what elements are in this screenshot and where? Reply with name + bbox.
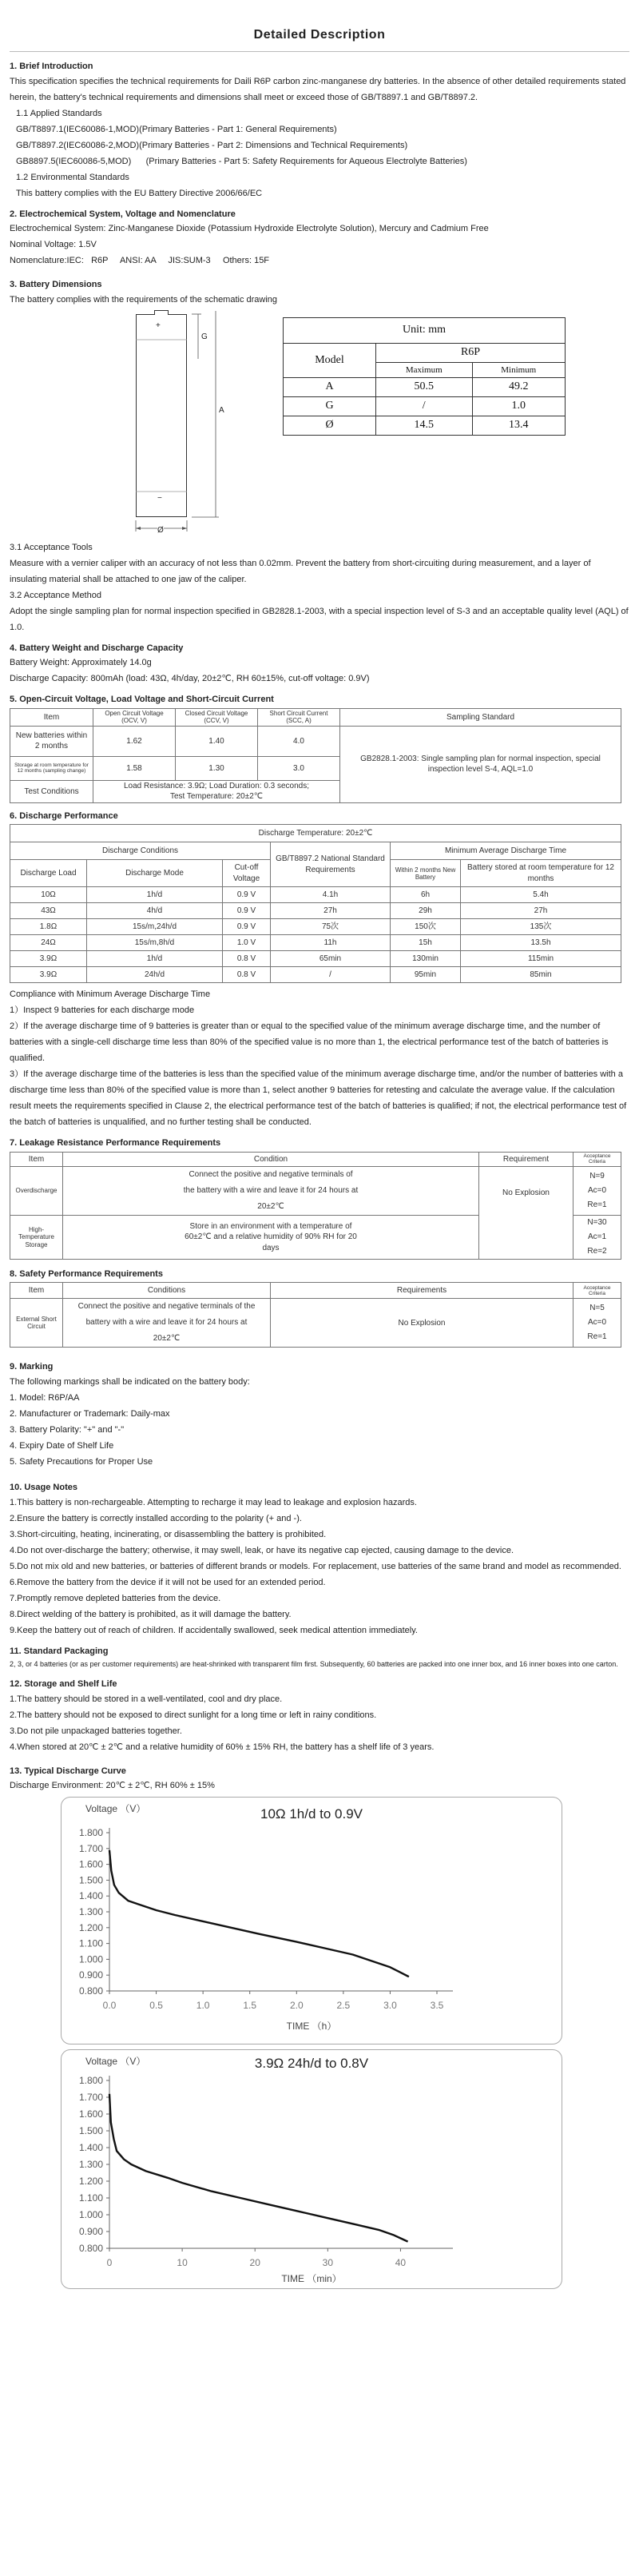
discharge-curve-line (109, 2094, 408, 2242)
section-11-heading: 11. Standard Packaging (10, 1646, 109, 1656)
col-condition: Condition (63, 1152, 479, 1166)
positive-terminal-label: + (156, 321, 161, 330)
acceptance-re: Re=2 (587, 1246, 607, 1256)
row-test-conditions: Test Conditions (10, 780, 93, 802)
model-header: Model (284, 343, 376, 378)
safety-requirement: No Explosion (271, 1299, 574, 1348)
cell: 75次 (271, 919, 391, 935)
cell: 27h (271, 903, 391, 919)
section-7-heading: 7. Leakage Resistance Performance Requirements (10, 1138, 221, 1149)
usage-note: 1.This battery is non-rechargeable. Attempting to recharge it may lead to leakage and explosion hazards. (10, 1497, 417, 1507)
discharge-temperature: Discharge Temperature: 20±2℃ (10, 825, 621, 842)
cell: 15s/m,24h/d (87, 919, 223, 935)
col-sampling: Sampling Standard (340, 708, 621, 726)
cell: 15s/m,8h/d (87, 935, 223, 951)
y-tick-label: 1.500 (78, 1874, 103, 1886)
usage-note: 9.Keep the battery out of reach of children. If accidentally swallowed, seek medical attention immediately. (10, 1625, 418, 1635)
leakage-requirement: No Explosion (479, 1166, 574, 1259)
marking-intro: The following markings shall be indicated on the battery body: (10, 1376, 250, 1387)
col-item: Item (10, 1283, 63, 1299)
section-10-heading: 10. Usage Notes (10, 1483, 77, 1493)
acceptance-ac: Ac=0 (587, 1318, 607, 1328)
section-8-heading: 8. Safety Performance Requirements (10, 1268, 163, 1279)
acceptance-method-text: Adopt the single sampling plan for normal inspection specified in GB2828.1-2003, with a special inspection level of S-3 and an acceptable quality level (AQL) of 1.0. (10, 606, 629, 632)
cell: 85min (461, 967, 621, 983)
cell: 43Ω (10, 903, 87, 919)
acceptance-method-heading: 3.2 Acceptance Method (10, 590, 101, 600)
x-axis-label: TIME （min） (281, 2273, 342, 2285)
col-scc: Short Circuit Current (SCC, A) (258, 708, 340, 726)
y-tick-label: 1.000 (78, 1953, 103, 1965)
cell: / (271, 967, 391, 983)
model-value: R6P (376, 343, 566, 362)
cell: 115min (461, 951, 621, 967)
unit-caption: Unit: mm (284, 317, 566, 343)
chart-svg (62, 1798, 562, 2044)
y-tick-label: 1.500 (78, 2125, 103, 2137)
discharge-performance-table (10, 824, 621, 983)
standard-item: GB/T8897.1(IEC60086-1,MOD)(Primary Batteries - Part 1: General Requirements) (16, 124, 337, 134)
cell: 130min (391, 951, 461, 967)
dimension-a-label: A (219, 405, 224, 415)
y-tick-label: 1.300 (78, 2159, 103, 2171)
col-acceptance: Acceptance Criteria (574, 1283, 621, 1299)
minimum-discharge-time-header: Minimum Average Discharge Time (391, 842, 621, 860)
cell: 65min (271, 951, 391, 967)
dim-min: 49.2 (472, 378, 566, 397)
cell: 0.9 V (223, 887, 271, 903)
x-tick-label: 20 (249, 2257, 260, 2269)
y-tick-label: 1.200 (78, 2176, 103, 2188)
usage-note: 7.Promptly remove depleted batteries from the device. (10, 1593, 221, 1603)
discharge-curve-line (109, 1850, 409, 1977)
dim-max: 50.5 (376, 378, 473, 397)
cell: 0.8 V (223, 967, 271, 983)
x-tick-label: 40 (395, 2257, 407, 2269)
y-tick-label: 0.900 (78, 2226, 103, 2238)
acceptance-re: Re=1 (587, 1332, 607, 1342)
x-tick-label: 2.0 (289, 2000, 304, 2012)
x-tick-label: 2.5 (336, 2000, 351, 2012)
y-tick-label: 1.600 (78, 2108, 103, 2120)
y-tick-label: 1.700 (78, 2092, 103, 2104)
voltage-current-table (10, 708, 621, 803)
cell: 5.4h (461, 887, 621, 903)
dimension-diameter-label: Ø (157, 524, 164, 538)
usage-note: 6.Remove the battery from the device if it will not be used for an extended period. (10, 1577, 326, 1587)
electrochemical-system: Electrochemical System: Zinc-Manganese Dioxide (Potassium Hydroxide Electrolyte Solution), Mercury and Cadmium Free (10, 224, 489, 234)
acceptance-n: N=9 (589, 1171, 605, 1181)
cell: 0.9 V (223, 903, 271, 919)
cell: 4.1h (271, 887, 391, 903)
acceptance-re: Re=1 (587, 1200, 607, 1209)
x-tick-label: 30 (322, 2257, 334, 2269)
dim-min: 13.4 (472, 416, 566, 436)
standard-item: GB/T8897.2(IEC60086-2,MOD)(Primary Batteries - Part 2: Dimensions and Technical Requirements) (16, 140, 408, 150)
col-ccv: Closed Circuit Voltage (CCV, V) (176, 708, 258, 726)
y-tick-label: 0.900 (78, 1969, 103, 1981)
chart-svg (62, 2050, 562, 2288)
sampling-standard: GB2828.1-2003: Single sampling plan for normal inspection, special inspection level S-4, AQL=1.0 (340, 726, 621, 802)
scc-value: 4.0 (258, 726, 340, 756)
nomenclature: Nomenclature:IEC: R6P ANSI: AA JIS:SUM-3 Others: 15F (10, 256, 270, 266)
cell: 0.8 V (223, 951, 271, 967)
dimension-table (283, 317, 566, 436)
y-tick-label: 1.000 (78, 2209, 103, 2221)
marking-item: 5. Safety Precautions for Proper Use (10, 1457, 153, 1467)
discharge-capacity: Discharge Capacity: 800mAh (load: 43Ω, 4h/day, 20±2℃, RH 60±15%, cut-off voltage: 0.9V) (10, 674, 370, 684)
x-tick-label: 0 (106, 2257, 113, 2269)
discharge-mode-header: Discharge Mode (87, 860, 223, 887)
test-conditions-value: Load Resistance: 3.9Ω; Load Duration: 0.3 seconds; Test Temperature: 20±2℃ (93, 780, 340, 802)
safety-table (10, 1282, 621, 1348)
discharge-load-header: Discharge Load (10, 860, 87, 887)
dim-max: / (376, 397, 473, 416)
section-12-heading: 12. Storage and Shelf Life (10, 1679, 117, 1690)
environmental-standard-text: This battery complies with the EU Battery Directive 2006/66/EC (16, 188, 263, 198)
cell: 135次 (461, 919, 621, 935)
section-3-heading: 3. Battery Dimensions (10, 280, 102, 290)
intro-text: This specification specifies the technical requirements for Daili R6P carbon zinc-manganese dry batteries. In the absence of other detailed requirements stated herein, the battery's technical requirements and dimensions shall meet or exceed those of GB/T8897.1 and GB/T8897.2. (10, 76, 626, 102)
acceptance-tools-text: Measure with a vernier caliper with an accuracy of not less than 0.02mm. Prevent the battery from short-circuiting during measurement, and a layer of insulating material shall be attached to one jaw of the caliper. (10, 558, 591, 584)
cell: 24Ω (10, 935, 87, 951)
ocv-value: 1.62 (93, 726, 176, 756)
battery-weight: Battery Weight: Approximately 14.0g (10, 658, 152, 668)
cell: 1h/d (87, 951, 223, 967)
acceptance-ac: Ac=1 (587, 1232, 607, 1241)
cell: 11h (271, 935, 391, 951)
cell: 10Ω (10, 887, 87, 903)
ocv-value: 1.58 (93, 756, 176, 780)
cell: 29h (391, 903, 461, 919)
discharge-curve-chart-1 (61, 1797, 562, 2044)
usage-note: 3.Short-circuiting, heating, incinerating, or disassembling the battery is prohibited. (10, 1529, 327, 1539)
x-tick-label: 3.0 (383, 2000, 397, 2012)
y-tick-label: 1.700 (78, 1843, 103, 1855)
compliance-item: 2）If the average discharge time of 9 batteries is greater than or equal to the specified value of the minimum average discharge time, and the number of batteries with a single-cell discharge time less than 80% of the specified value is no more than 1, the electrical performance test of the batch of batteries is qualified. (10, 1021, 609, 1064)
y-tick-label: 1.100 (78, 1937, 103, 1949)
x-axis-label: TIME （h） (286, 2021, 337, 2033)
col-ocv: Open Circuit Voltage (OCV, V) (93, 708, 176, 726)
cell: 13.5h (461, 935, 621, 951)
dimension-drawing-area (10, 311, 629, 535)
section-6-heading: 6. Discharge Performance (10, 810, 118, 821)
cell: 3.9Ω (10, 967, 87, 983)
national-standard-header: GB/T8897.2 National Standard Requirements (271, 842, 391, 887)
dim-name: A (284, 378, 376, 397)
storage-item: 4.When stored at 20℃ ± 2℃ and a relative humidity of 60% ± 15% RH, the battery has a shelf life of 3 years. (10, 1742, 435, 1752)
storage-item: 3.Do not pile unpackaged batteries together. (10, 1726, 182, 1736)
y-tick-label: 1.400 (78, 1890, 103, 1902)
usage-note: 8.Direct welding of the battery is prohibited, as it will damage the battery. (10, 1609, 292, 1619)
standard-item: GB8897.5(IEC60086-5,MOD) (Primary Batteries - Part 5: Safety Requirements for Aqueous Electrolyte Batteries) (16, 156, 467, 166)
x-tick-label: 10 (177, 2257, 188, 2269)
discharge-curve-chart-2 (61, 2049, 562, 2289)
section-13-heading: 13. Typical Discharge Curve (10, 1766, 126, 1776)
dim-min: 1.0 (472, 397, 566, 416)
cell: 4h/d (87, 903, 223, 919)
overdischarge-condition: Connect the positive and negative terminals of the battery with a wire and leave it for 24 hours at 20±2℃ (63, 1166, 479, 1215)
cell: 3.9Ω (10, 951, 87, 967)
acceptance-tools-heading: 3.1 Acceptance Tools (10, 542, 93, 552)
col-requirement: Requirement (479, 1152, 574, 1166)
y-tick-label: 1.100 (78, 2192, 103, 2204)
overdischarge-item: Overdischarge (10, 1166, 63, 1215)
usage-note: 4.Do not over-discharge the battery; otherwise, it may swell, leak, or have its negative cap ejected, causing damage to the device. (10, 1545, 514, 1555)
dimension-lines (10, 311, 281, 535)
high-temp-storage-condition: Store in an environment with a temperature of 60±2℃ and a relative humidity of 90% RH for 20 days (63, 1215, 479, 1259)
cell: 27h (461, 903, 621, 919)
marking-item: 4. Expiry Date of Shelf Life (10, 1441, 114, 1451)
col-item: Item (10, 1152, 63, 1166)
section-1-heading: 1. Brief Introduction (10, 62, 93, 71)
x-tick-label: 1.0 (196, 2000, 210, 2012)
x-tick-label: 0.0 (102, 2000, 117, 2012)
section-9-heading: 9. Marking (10, 1362, 54, 1372)
discharge-conditions-header: Discharge Conditions (10, 842, 271, 860)
cell: 1h/d (87, 887, 223, 903)
compliance-item: 3）If the average discharge time of the batteries is less than the specified value of the minimum average discharge time, and/or the number of batteries with a discharge time less than 80% of the specified value is more than 1, select another 9 batteries for retesting and calculate the average value. If the calculation result meets the requirements specified in Clause 2, the electrical performance test of the batch of batteries is qualified; if not, the electrical performance test of the batch of batteries is unqualified, and no further testing shall be conducted. (10, 1069, 627, 1128)
cell: 1.0 V (223, 935, 271, 951)
minimum-header: Minimum (472, 362, 566, 378)
col-acceptance: Acceptance Criteria (574, 1152, 621, 1166)
compliance-heading: Compliance with Minimum Average Discharge Time (10, 989, 211, 1000)
ccv-value: 1.30 (176, 756, 258, 780)
y-tick-label: 1.800 (78, 2075, 103, 2087)
high-temp-storage-item: High-Temperature Storage (10, 1215, 63, 1259)
y-tick-label: 1.800 (78, 1827, 103, 1839)
acceptance-n: N=5 (589, 1304, 605, 1313)
applied-standards-heading: 1.1 Applied Standards (16, 108, 102, 118)
nominal-voltage: Nominal Voltage: 1.5V (10, 240, 97, 250)
cell: 6h (391, 887, 461, 903)
y-tick-label: 0.800 (78, 1985, 103, 1997)
external-short-circuit-condition: Connect the positive and negative terminals of the battery with a wire and leave it for 24 hours at 20±2℃ (63, 1299, 271, 1348)
acceptance-ac: Ac=0 (587, 1185, 607, 1195)
chart-title: 3.9Ω 24h/d to 0.8V (254, 2056, 369, 2072)
cell: 1.8Ω (10, 919, 87, 935)
chart-title: 10Ω 1h/d to 0.9V (260, 1806, 363, 1822)
cutoff-voltage-header: Cut-off Voltage (223, 860, 271, 887)
y-tick-label: 0.800 (78, 2243, 103, 2255)
packaging-text: 2, 3, or 4 batteries (or as per customer requirements) are heat-shrinked with transparent film first. Subsequently, 60 batteries are packed into one inner box, and 16 inner boxes into one carton. (10, 1660, 618, 1669)
y-tick-label: 1.300 (78, 1906, 103, 1918)
marking-item: 2. Manufacturer or Trademark: Daily-max (10, 1408, 170, 1419)
new-battery-header: Within 2 months New Battery (391, 860, 461, 887)
cell: 150次 (391, 919, 461, 935)
col-item: Item (10, 708, 93, 726)
environmental-standards-heading: 1.2 Environmental Standards (16, 172, 129, 182)
stored-battery-header: Battery stored at room temperature for 12 months (461, 860, 621, 887)
storage-item: 2.The battery should not be exposed to direct sunlight for a long time or left in rainy conditions. (10, 1710, 377, 1720)
cell: 0.9 V (223, 919, 271, 935)
x-tick-label: 3.5 (430, 2000, 444, 2012)
section-2-heading: 2. Electrochemical System, Voltage and Nomenclature (10, 209, 236, 219)
cell: 95min (391, 967, 461, 983)
title-divider (10, 51, 629, 52)
negative-terminal-label: − (157, 493, 162, 503)
dim-name: G (284, 397, 376, 416)
leakage-table (10, 1152, 621, 1260)
scc-value: 3.0 (258, 756, 340, 780)
y-tick-label: 1.600 (78, 1858, 103, 1870)
x-tick-label: 1.5 (243, 2000, 257, 2012)
marking-item: 1. Model: R6P/AA (10, 1392, 80, 1403)
ccv-value: 1.40 (176, 726, 258, 756)
y-tick-label: 1.400 (78, 2142, 103, 2154)
usage-note: 5.Do not mix old and new batteries, or batteries of different brands or models. For replacement, use batteries of the same brand and model as recommended. (10, 1561, 621, 1571)
discharge-environment: Discharge Environment: 20℃ ± 2℃, RH 60% ± 15% (10, 1781, 215, 1791)
y-axis-label: Voltage （V） (85, 2056, 146, 2068)
compliance-item: 1）Inspect 9 batteries for each discharge mode (10, 1005, 195, 1016)
row-new-batteries: New batteries within 2 months (10, 726, 93, 756)
page-title: Detailed Description (253, 28, 386, 42)
acceptance-n: N=30 (587, 1217, 607, 1227)
marking-item: 3. Battery Polarity: "+" and "-" (10, 1425, 125, 1435)
col-conditions: Conditions (63, 1283, 271, 1299)
col-requirements: Requirements (271, 1283, 574, 1299)
cell: 24h/d (87, 967, 223, 983)
section-4-heading: 4. Battery Weight and Discharge Capacity (10, 643, 184, 653)
storage-item: 1.The battery should be stored in a well-ventilated, cool and dry place. (10, 1694, 283, 1704)
usage-note: 2.Ensure the battery is correctly installed according to the polarity (+ and -). (10, 1513, 302, 1523)
dimension-g-label: G (201, 332, 208, 341)
y-axis-label: Voltage （V） (85, 1803, 146, 1815)
cell: 15h (391, 935, 461, 951)
dim-name: Ø (284, 416, 376, 436)
y-tick-label: 1.200 (78, 1922, 103, 1934)
row-stored-batteries: Storage at room temperature for 12 months (sampling change) (10, 756, 93, 780)
maximum-header: Maximum (376, 362, 473, 378)
dim-max: 14.5 (376, 416, 473, 436)
section-5-heading: 5. Open-Circuit Voltage, Load Voltage and Short-Circuit Current (10, 695, 274, 705)
external-short-circuit-item: External Short Circuit (10, 1299, 63, 1348)
dimensions-note: The battery complies with the requirements of the schematic drawing (10, 294, 278, 305)
x-tick-label: 0.5 (149, 2000, 163, 2012)
